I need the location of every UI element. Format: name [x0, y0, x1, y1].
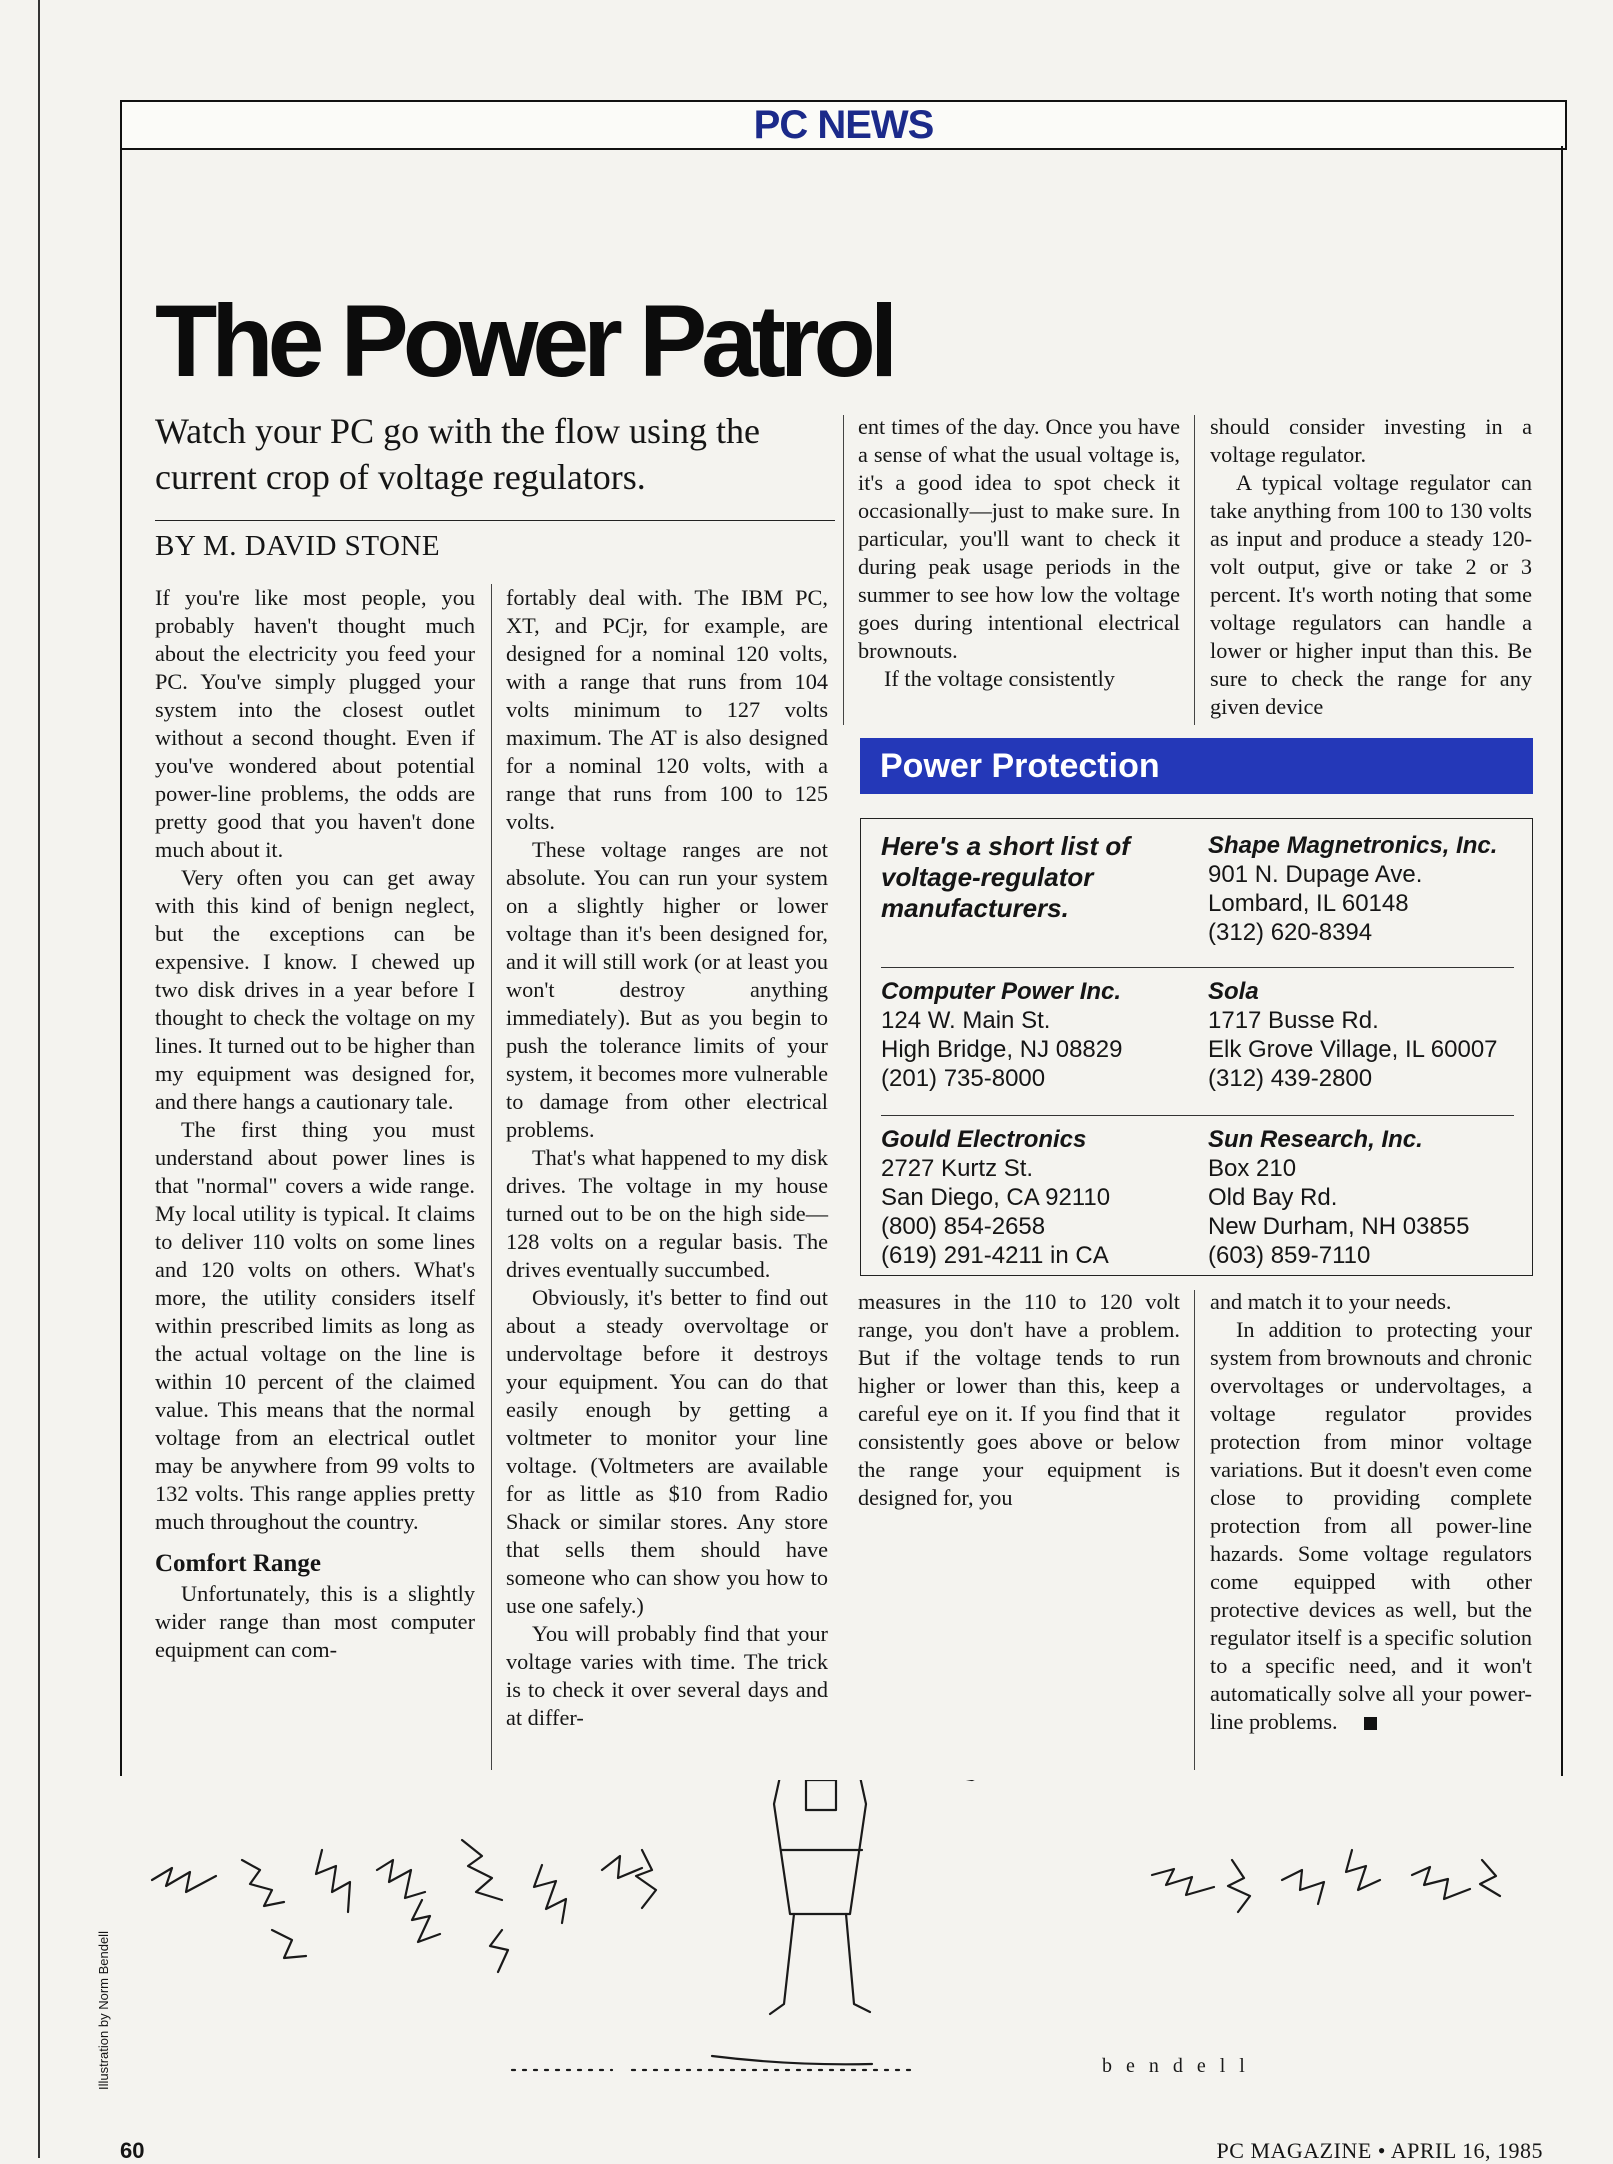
section-header: [120, 100, 1567, 150]
manufacturer-phone-alt: (619) 291-4211 in CA: [881, 1242, 1109, 1269]
manufacturer-city: Lombard, IL 60148: [1208, 890, 1409, 917]
paragraph: A typical voltage regulator can take anything from 100 to 130 volts as input and produce a steady 120-volt output, give or take 2 or 3 percent. It's worth noting that some voltage regulators can handle a lower or higher input than this. Be sure to check the range for any given device: [1210, 470, 1532, 719]
manufacturer-entry: [1208, 1125, 1469, 1270]
manufacturer-entry: [881, 977, 1122, 1093]
paragraph: Very often you can get away with this kind of benign neglect, but the exceptions can be expensive. I know. I chewed up two disk drives in a year before I thought to check the voltage on my lines. It turned out to be higher than my equipment was designed for, and there hangs a cautionary tale.: [155, 865, 475, 1114]
article-deck: Watch your PC go with the flow using the current crop of voltage regulators.: [155, 411, 761, 497]
sidebar-intro: Here's a short list of voltage-regulator manufacturers.: [881, 831, 1130, 923]
illustration-credit: Illustration by Norm Bendell: [96, 1931, 111, 2090]
sidebar-rule: [881, 967, 1514, 968]
column-2: [506, 584, 828, 1732]
sidebar-box: [860, 818, 1533, 1276]
paragraph: If the voltage consistently: [884, 666, 1115, 691]
manufacturer-phone: (800) 854-2658: [881, 1213, 1046, 1240]
column-rule: [1194, 415, 1195, 725]
manufacturer-address: 124 W. Main St.: [881, 1007, 1051, 1034]
manufacturer-entry: [1208, 977, 1498, 1093]
end-mark-icon: [1364, 1717, 1377, 1730]
manufacturer-phone: (312) 620-8394: [1208, 919, 1373, 946]
column-4-top: [1210, 413, 1532, 721]
paragraph: fortably deal with. The IBM PC, XT, and PCjr, for example, are designed for a nominal 120 volts, with a range that runs from 104 volts minimum to 127 volts maximum. The AT is also designed for a nominal 120 volts, with a range that runs from 100 to 125 volts.: [506, 585, 828, 834]
manufacturer-address: 1717 Busse Rd.: [1208, 1007, 1379, 1034]
manufacturer-city: San Diego, CA 92110: [881, 1184, 1111, 1211]
paragraph: Unfortunately, this is a slightly wider range than most computer equipment can com-: [155, 1581, 475, 1662]
manufacturer-name: Sola: [1208, 978, 1259, 1005]
paragraph: [1210, 1316, 1532, 1736]
manufacturer-entry: [881, 1125, 1110, 1270]
column-4-bottom: [1210, 1288, 1532, 1736]
paragraph-text: In addition to protecting your system from brownouts and chronic overvoltages or undervoltages, a voltage regulator provides protection from minor voltage variations. But it doesn't even come close to providing complete protection from all power-line hazards. Some voltage regulators come equipped with other protective devices as well, but the regulator itself is a specific solution to a specific need, and it won't automatically solve all your power-line problems.: [1210, 1317, 1532, 1734]
paragraph: These voltage ranges are not absolute. You can run your system on a slightly higher or lower voltage than it's been designed for, and it will still work (or at least you won't destroy anything immediately). But as you begin to push the tolerance limits of your system, it becomes more vulnerable to damage from other electrical problems.: [506, 837, 828, 1142]
column-rule: [491, 584, 492, 1770]
byline: BY M. DAVID STONE: [155, 530, 441, 562]
soldier-lightning-illustration: [122, 1780, 1563, 2110]
manufacturer-address-2: Old Bay Rd.: [1208, 1184, 1338, 1211]
manufacturer-city: High Bridge, NJ 08829: [881, 1036, 1123, 1063]
manufacturer-city: New Durham, NH 03855: [1208, 1213, 1470, 1240]
folio: PC MAGAZINE • APRIL 16, 1985: [1216, 2138, 1543, 2163]
manufacturer-name: Sun Research, Inc.: [1208, 1126, 1423, 1153]
column-rule: [1194, 1290, 1195, 1770]
manufacturer-entry: [1208, 831, 1497, 947]
article-title: The Power Patrol: [155, 284, 893, 398]
subhead: Comfort Range: [155, 1550, 321, 1577]
column-1: [155, 584, 475, 1664]
manufacturer-name: Gould Electronics: [881, 1126, 1087, 1153]
paragraph: You will probably find that your voltage varies with time. The trick is to check it over several days and at differ-: [506, 1621, 828, 1730]
byline-rule: [155, 520, 835, 521]
paragraph: measures in the 110 to 120 volt range, you don't have a problem. But if the voltage tends to run higher or lower than this, keep a careful eye on it. If you find that it consistently goes above or below the range your equipment is designed for, you: [858, 1289, 1180, 1510]
manufacturer-address: Box 210: [1208, 1155, 1297, 1182]
sidebar-heading: Power Protection: [860, 738, 1533, 794]
paragraph: and match it to your needs.: [1210, 1289, 1452, 1314]
paragraph: The first thing you must understand about power lines is that "normal" covers a wide range. My local utility is typical. It claims to deliver 110 volts on some lines and 120 volts on others. What's more, the utility considers itself within prescribed limits as long as the actual voltage on the line is within 10 percent of the claimed value. This means that the normal voltage from an electrical outlet may be anywhere from 99 volts to 132 volts. This range applies pretty much throughout the country.: [155, 1117, 475, 1534]
manufacturer-name: Shape Magnetronics, Inc.: [1208, 832, 1498, 859]
paragraph: That's what happened to my disk drives. The voltage in my house turned out to be on the high side—128 volts on a regular basis. The drives eventually succumbed.: [506, 1145, 828, 1282]
paragraph: Obviously, it's better to find out about a steady overvoltage or undervoltage before it destroys your equipment. You can do that easily enough by getting a voltmeter to monitor your line voltage. (Voltmeters are available for as little as $10 from Radio Shack or similar stores. Any store that sells them should have someone who can show you how to use one safely.): [506, 1285, 828, 1618]
manufacturer-phone: (312) 439-2800: [1208, 1065, 1373, 1092]
sidebar-rule: [881, 1115, 1514, 1116]
page-number: 60: [120, 2138, 145, 2163]
manufacturer-phone: (603) 859-7110: [1208, 1242, 1371, 1269]
section-title: PC NEWS: [753, 103, 934, 147]
paragraph: ent times of the day. Once you have a sense of what the usual voltage is, it's a good idea to spot check it occasionally—just to make sure. In particular, you'll want to check it during peak usage periods in the summer to see how low the voltage goes during intentional electrical brownouts.: [858, 414, 1180, 663]
column-3-top: [858, 413, 1180, 693]
manufacturer-phone: (201) 735-8000: [881, 1065, 1046, 1092]
manufacturer-address: 901 N. Dupage Ave.: [1208, 861, 1423, 888]
illustrator-signature: bendell: [1102, 2055, 1259, 2077]
paragraph: should consider investing in a voltage regulator.: [1210, 414, 1532, 467]
column-rule: [843, 415, 844, 725]
paragraph: If you're like most people, you probably haven't thought much about the electricity you feed your PC. You've simply plugged your system into the closest outlet without a second thought. Even if you've wondered about potential power-line problems, the odds are pretty good that you haven't done much about it.: [155, 585, 475, 862]
manufacturer-address: 2727 Kurtz St.: [881, 1155, 1034, 1182]
column-3-bottom: [858, 1288, 1180, 1512]
manufacturer-city: Elk Grove Village, IL 60007: [1208, 1036, 1498, 1063]
manufacturer-name: Computer Power Inc.: [881, 978, 1122, 1005]
